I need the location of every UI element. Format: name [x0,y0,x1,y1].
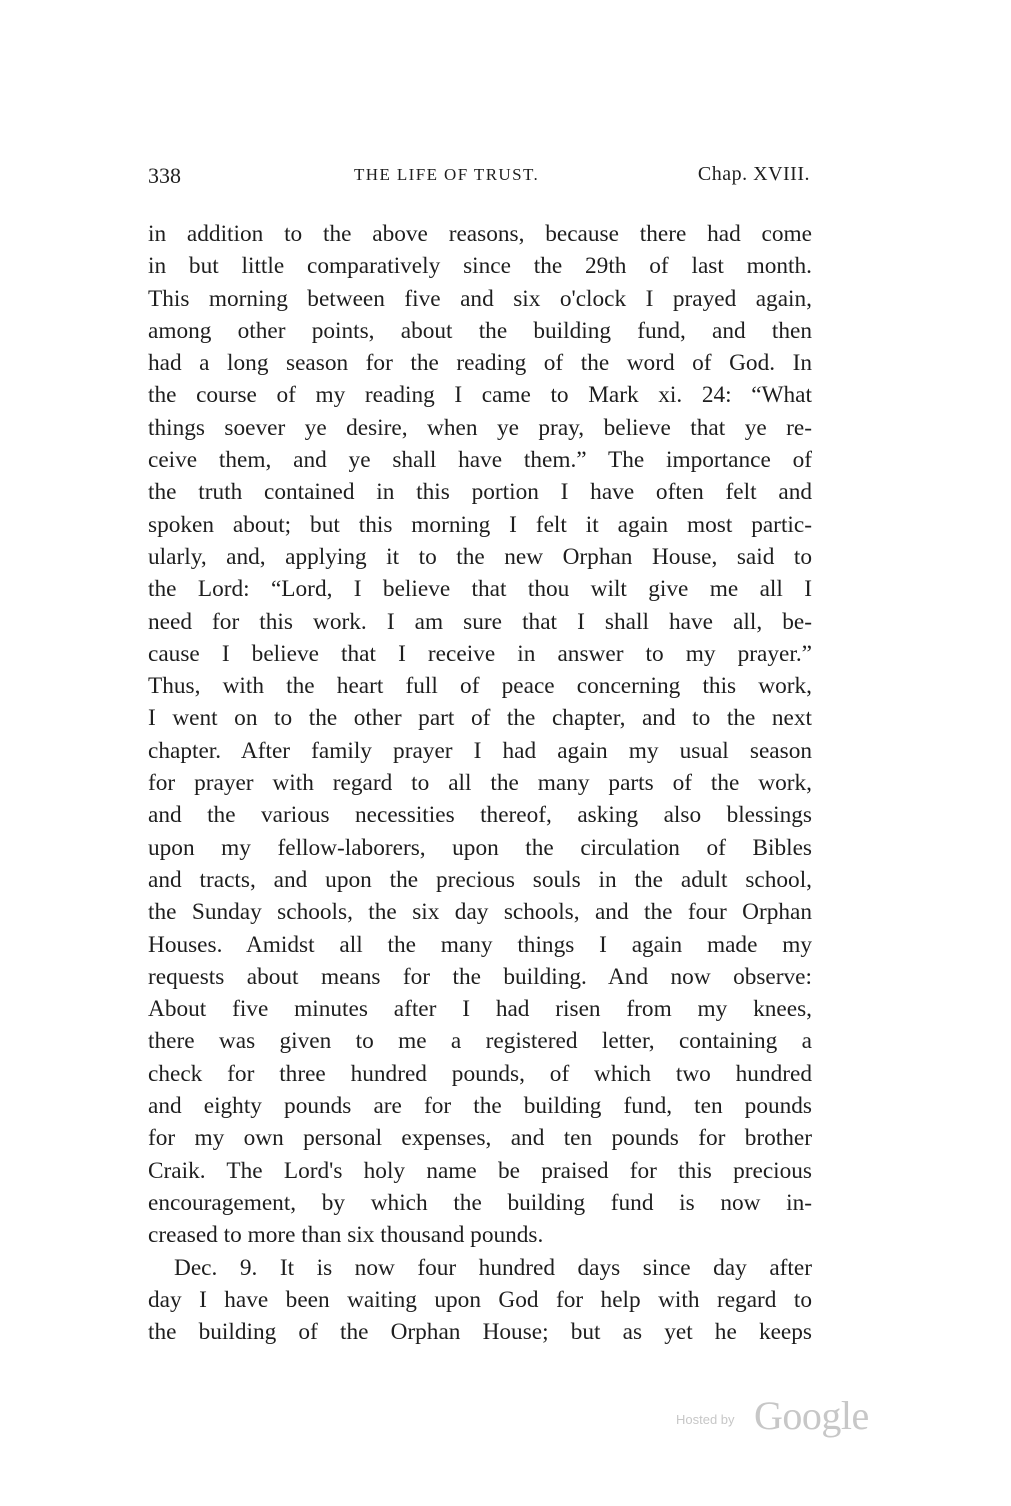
google-logo: Google [754,1393,869,1438]
text-line: Thus, with the heart full of peace concerning this work, [148,673,812,700]
text-line: spoken about; but this morning I felt it again most partic- [148,511,812,538]
text-line: About five minutes after I had risen from my knees, [148,996,812,1023]
text-line: ularly, and, applying it to the new Orphan House, said to [148,543,812,570]
text-line: upon my fellow-laborers, upon the circulation of Bibles [148,834,812,861]
text-line: the truth contained in this portion I have often felt and [148,479,812,506]
text-line: there was given to me a registered letter, containing a [148,1028,812,1055]
text-line: Craik. The Lord's holy name be praised for this precious [148,1157,812,1184]
text-line: things soever ye desire, when ye pray, believe that ye re- [148,414,812,441]
running-header [148,163,810,193]
text-line: requests about means for the building. And now observe: [148,963,812,990]
running-title: THE LIFE OF TRUST. [354,165,540,184]
text-line: Houses. Amidst all the many things I again made my [148,931,812,958]
text-line: the course of my reading I came to Mark xi. 24: “What [148,382,812,409]
text-line: in but little comparatively since the 29th of last month. [148,253,812,280]
text-line: encouragement, by which the building fund is now in- [148,1189,812,1216]
text-line: the Lord: “Lord, I believe that thou wilt give me all I [148,576,812,603]
text-line: and eighty pounds are for the building fund, ten pounds [148,1093,812,1120]
text-line: creased to more than six thousand pounds. [148,1222,544,1249]
text-line: Dec. 9. It is now four hundred days since day after [174,1254,812,1281]
chapter-label: Chap. XVIII. [697,163,810,185]
body-text [148,218,812,1348]
text-line: need for this work. I am sure that I shall have all, be- [148,608,812,635]
text-line: I went on to the other part of the chapter, and to the next [148,705,812,732]
page-number: 338 [148,163,181,188]
text-line: the building of the Orphan House; but as yet he keeps [148,1319,812,1346]
text-line: This morning between five and six o'clock I prayed again, [148,285,812,312]
text-line: had a long season for the reading of the word of God. In [148,350,812,377]
text-line: for my own personal expenses, and ten pounds for brother [148,1125,812,1152]
text-line: day I have been waiting upon God for help with regard to [148,1286,812,1313]
google-watermark [676,1392,886,1440]
text-line: for prayer with regard to all the many parts of the work, [148,770,812,797]
text-line: check for three hundred pounds, of which two hundred [148,1060,812,1087]
text-line: and the various necessities thereof, asking also blessings [148,802,812,829]
paragraph [148,1252,812,1349]
text-line: ceive them, and ye shall have them.” The importance of [148,447,812,474]
hosted-by-label: Hosted by [676,1412,735,1427]
text-line: chapter. After family prayer I had again my usual season [148,737,812,764]
paragraph [148,218,812,1252]
text-line: in addition to the above reasons, because there had come [148,221,812,247]
text-line: cause I believe that I receive in answer to my prayer.” [148,640,812,667]
text-line: among other points, about the building fund, and then [148,317,812,344]
text-line: the Sunday schools, the six day schools, and the four Orphan [148,899,812,926]
text-line: and tracts, and upon the precious souls in the adult school, [148,866,812,893]
